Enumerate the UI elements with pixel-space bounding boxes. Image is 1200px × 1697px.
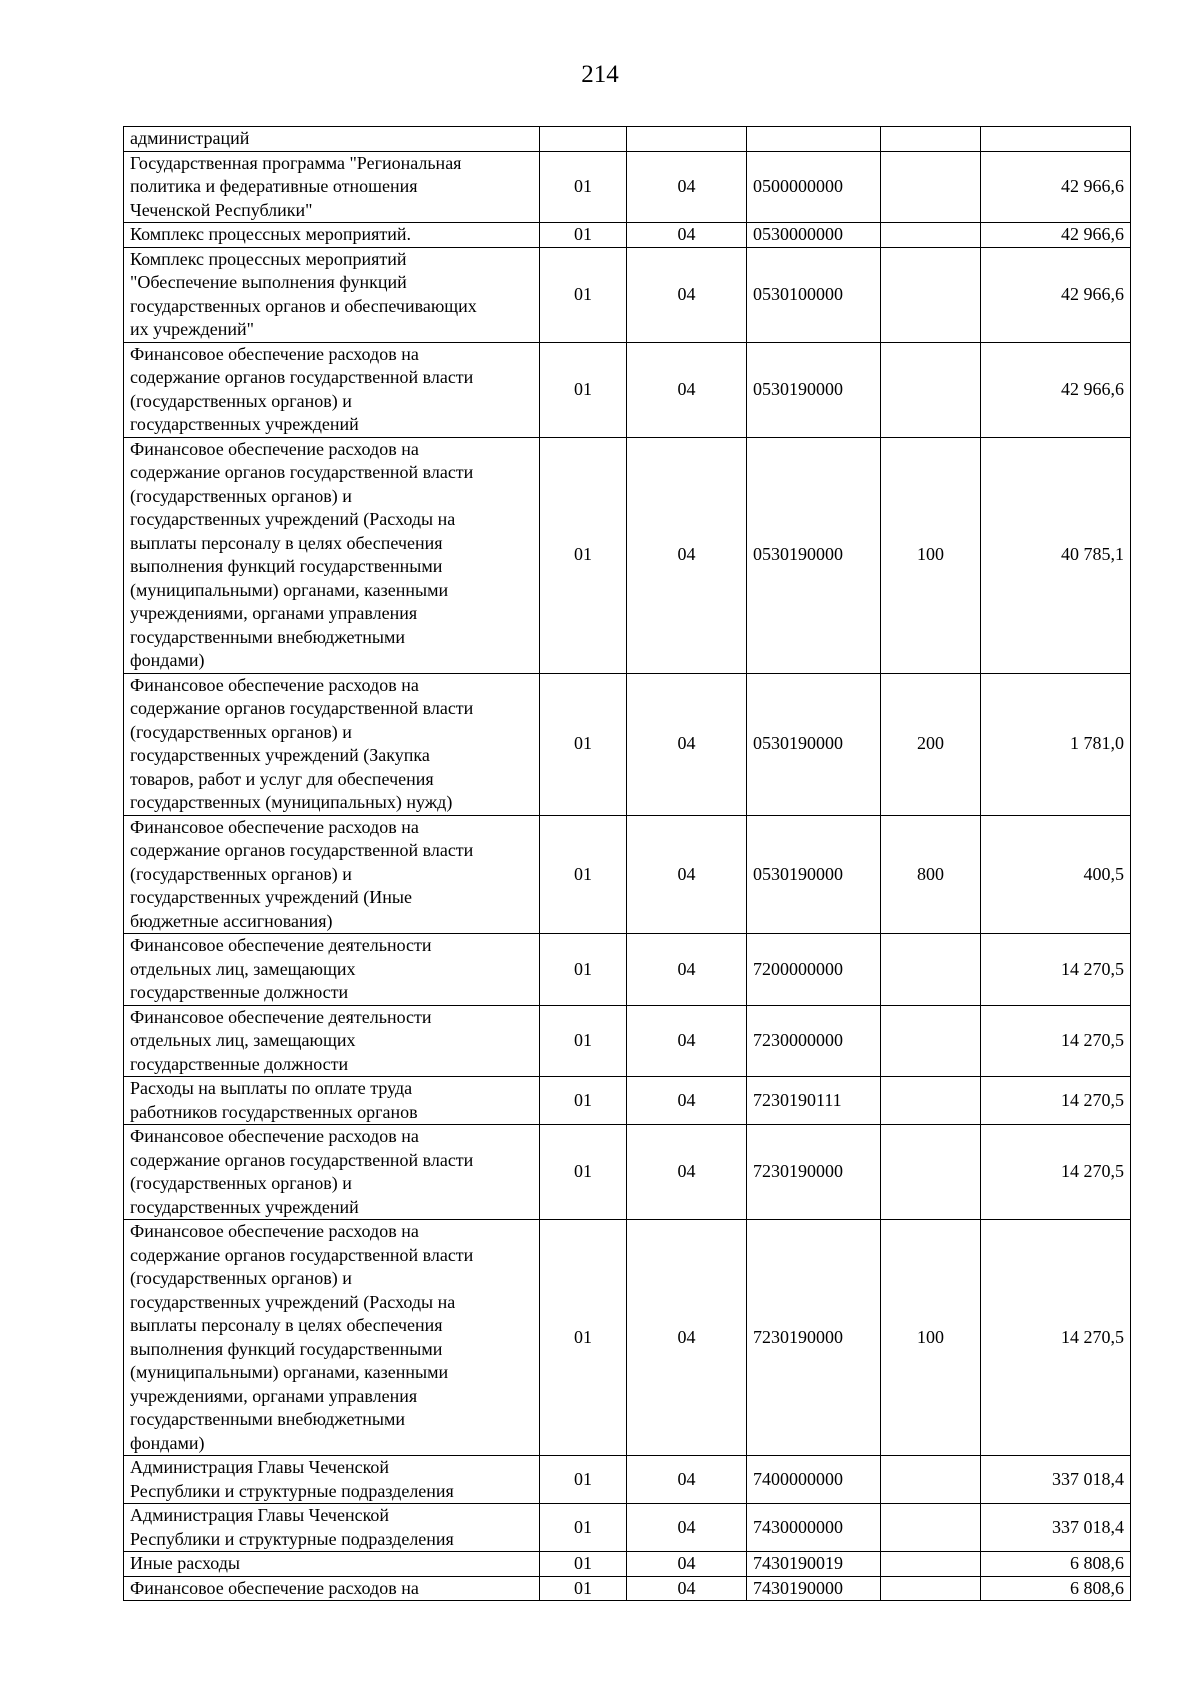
row-name: Финансовое обеспечение расходов на	[124, 1576, 540, 1601]
row-subsection-code: 04	[627, 437, 747, 673]
row-name: Иные расходы	[124, 1552, 540, 1577]
row-expense-type	[881, 1456, 981, 1504]
row-section-code: 01	[540, 1576, 627, 1601]
row-expense-type: 200	[881, 673, 981, 815]
table-row	[124, 1576, 1131, 1601]
row-target-code: 7230190000	[747, 1125, 881, 1220]
row-amount: 337 018,4	[981, 1456, 1131, 1504]
row-subsection-code: 04	[627, 1125, 747, 1220]
row-section-code: 01	[540, 342, 627, 437]
row-name: Государственная программа "Региональная политика и федеративные отношения Чеченской Республики"	[124, 151, 540, 223]
row-amount: 40 785,1	[981, 437, 1131, 673]
row-subsection-code: 04	[627, 1552, 747, 1577]
row-subsection-code: 04	[627, 1005, 747, 1077]
row-expense-type	[881, 1005, 981, 1077]
row-target-code: 7400000000	[747, 1456, 881, 1504]
row-subsection-code: 04	[627, 815, 747, 934]
budget-table-body	[124, 127, 1131, 1601]
row-amount: 6 808,6	[981, 1552, 1131, 1577]
row-subsection-code: 04	[627, 934, 747, 1006]
row-expense-type: 800	[881, 815, 981, 934]
row-expense-type	[881, 1552, 981, 1577]
row-amount	[981, 127, 1131, 152]
table-row	[124, 1456, 1131, 1504]
table-row	[124, 1552, 1131, 1577]
row-target-code: 0530000000	[747, 223, 881, 248]
table-row	[124, 151, 1131, 223]
row-target-code: 7430190019	[747, 1552, 881, 1577]
row-subsection-code: 04	[627, 1220, 747, 1456]
row-target-code	[747, 127, 881, 152]
row-subsection-code: 04	[627, 1456, 747, 1504]
row-target-code: 7230000000	[747, 1005, 881, 1077]
row-section-code: 01	[540, 1125, 627, 1220]
row-section-code: 01	[540, 1552, 627, 1577]
row-expense-type	[881, 1077, 981, 1125]
row-expense-type	[881, 223, 981, 248]
row-name: Расходы на выплаты по оплате труда работников государственных органов	[124, 1077, 540, 1125]
row-amount: 337 018,4	[981, 1504, 1131, 1552]
table-row	[124, 1125, 1131, 1220]
table-row	[124, 815, 1131, 934]
row-section-code	[540, 127, 627, 152]
row-subsection-code: 04	[627, 1504, 747, 1552]
row-target-code: 0500000000	[747, 151, 881, 223]
row-amount: 42 966,6	[981, 342, 1131, 437]
table-row	[124, 673, 1131, 815]
table-row	[124, 934, 1131, 1006]
table-row	[124, 1220, 1131, 1456]
row-name: Финансовое обеспечение деятельности отдельных лиц, замещающих государственные должности	[124, 1005, 540, 1077]
table-row	[124, 1077, 1131, 1125]
row-target-code: 0530190000	[747, 673, 881, 815]
row-name: Комплекс процессных мероприятий "Обеспечение выполнения функций государственных органов и обеспечивающих их учреждений"	[124, 247, 540, 342]
row-name: Комплекс процессных мероприятий.	[124, 223, 540, 248]
row-subsection-code: 04	[627, 151, 747, 223]
row-subsection-code: 04	[627, 673, 747, 815]
row-expense-type	[881, 342, 981, 437]
row-amount: 14 270,5	[981, 1005, 1131, 1077]
row-target-code: 7430190000	[747, 1576, 881, 1601]
table-row	[124, 127, 1131, 152]
row-amount: 1 781,0	[981, 673, 1131, 815]
row-target-code: 7230190000	[747, 1220, 881, 1456]
table-row	[124, 247, 1131, 342]
row-subsection-code: 04	[627, 247, 747, 342]
row-subsection-code: 04	[627, 223, 747, 248]
row-name: Финансовое обеспечение расходов на содержание органов государственной власти (государственных органов) и государственных учреждений	[124, 342, 540, 437]
row-section-code: 01	[540, 673, 627, 815]
table-row	[124, 223, 1131, 248]
row-expense-type	[881, 247, 981, 342]
row-amount: 6 808,6	[981, 1576, 1131, 1601]
row-expense-type	[881, 151, 981, 223]
row-name: Финансовое обеспечение деятельности отдельных лиц, замещающих государственные должности	[124, 934, 540, 1006]
row-section-code: 01	[540, 815, 627, 934]
table-row	[124, 1504, 1131, 1552]
row-section-code: 01	[540, 1005, 627, 1077]
row-subsection-code: 04	[627, 1077, 747, 1125]
row-amount: 14 270,5	[981, 1077, 1131, 1125]
row-amount: 42 966,6	[981, 247, 1131, 342]
row-section-code: 01	[540, 1077, 627, 1125]
row-subsection-code	[627, 127, 747, 152]
row-expense-type: 100	[881, 437, 981, 673]
row-amount: 14 270,5	[981, 934, 1131, 1006]
row-section-code: 01	[540, 934, 627, 1006]
row-name: Финансовое обеспечение расходов на содержание органов государственной власти (государственных органов) и государственных учреждений (Расходы на выплаты персоналу в целях обеспечения выполнения функций государственными (муниципальными) органами, казенными учреждениями, органами управления государственными внебюджетными фондами)	[124, 437, 540, 673]
page-number: 214	[581, 61, 619, 88]
table-row	[124, 342, 1131, 437]
row-name: администраций	[124, 127, 540, 152]
row-name: Финансовое обеспечение расходов на содержание органов государственной власти (государственных органов) и государственных учреждений	[124, 1125, 540, 1220]
row-subsection-code: 04	[627, 1576, 747, 1601]
row-section-code: 01	[540, 437, 627, 673]
row-amount: 14 270,5	[981, 1220, 1131, 1456]
row-section-code: 01	[540, 1456, 627, 1504]
row-name: Администрация Главы Чеченской Республики и структурные подразделения	[124, 1504, 540, 1552]
row-target-code: 0530190000	[747, 815, 881, 934]
row-amount: 14 270,5	[981, 1125, 1131, 1220]
row-name: Финансовое обеспечение расходов на содержание органов государственной власти (государственных органов) и государственных учреждений (Закупка товаров, работ и услуг для обеспечения государственных (муниципальных) нужд)	[124, 673, 540, 815]
table-row	[124, 437, 1131, 673]
row-expense-type	[881, 934, 981, 1006]
row-section-code: 01	[540, 1504, 627, 1552]
row-target-code: 0530190000	[747, 342, 881, 437]
row-amount: 400,5	[981, 815, 1131, 934]
row-expense-type	[881, 1576, 981, 1601]
row-expense-type: 100	[881, 1220, 981, 1456]
row-target-code: 0530100000	[747, 247, 881, 342]
row-target-code: 0530190000	[747, 437, 881, 673]
row-expense-type	[881, 1125, 981, 1220]
row-section-code: 01	[540, 151, 627, 223]
row-expense-type	[881, 1504, 981, 1552]
row-amount: 42 966,6	[981, 223, 1131, 248]
row-name: Финансовое обеспечение расходов на содержание органов государственной власти (государственных органов) и государственных учреждений (Расходы на выплаты персоналу в целях обеспечения выполнения функций государственными (муниципальными) органами, казенными учреждениями, органами управления государственными внебюджетными фондами)	[124, 1220, 540, 1456]
row-target-code: 7200000000	[747, 934, 881, 1006]
row-section-code: 01	[540, 1220, 627, 1456]
row-target-code: 7230190111	[747, 1077, 881, 1125]
row-name: Финансовое обеспечение расходов на содержание органов государственной власти (государственных органов) и государственных учреждений (Иные бюджетные ассигнования)	[124, 815, 540, 934]
row-section-code: 01	[540, 247, 627, 342]
row-expense-type	[881, 127, 981, 152]
row-section-code: 01	[540, 223, 627, 248]
row-target-code: 7430000000	[747, 1504, 881, 1552]
budget-table	[123, 126, 1131, 1601]
row-subsection-code: 04	[627, 342, 747, 437]
row-name: Администрация Главы Чеченской Республики и структурные подразделения	[124, 1456, 540, 1504]
table-row	[124, 1005, 1131, 1077]
row-amount: 42 966,6	[981, 151, 1131, 223]
